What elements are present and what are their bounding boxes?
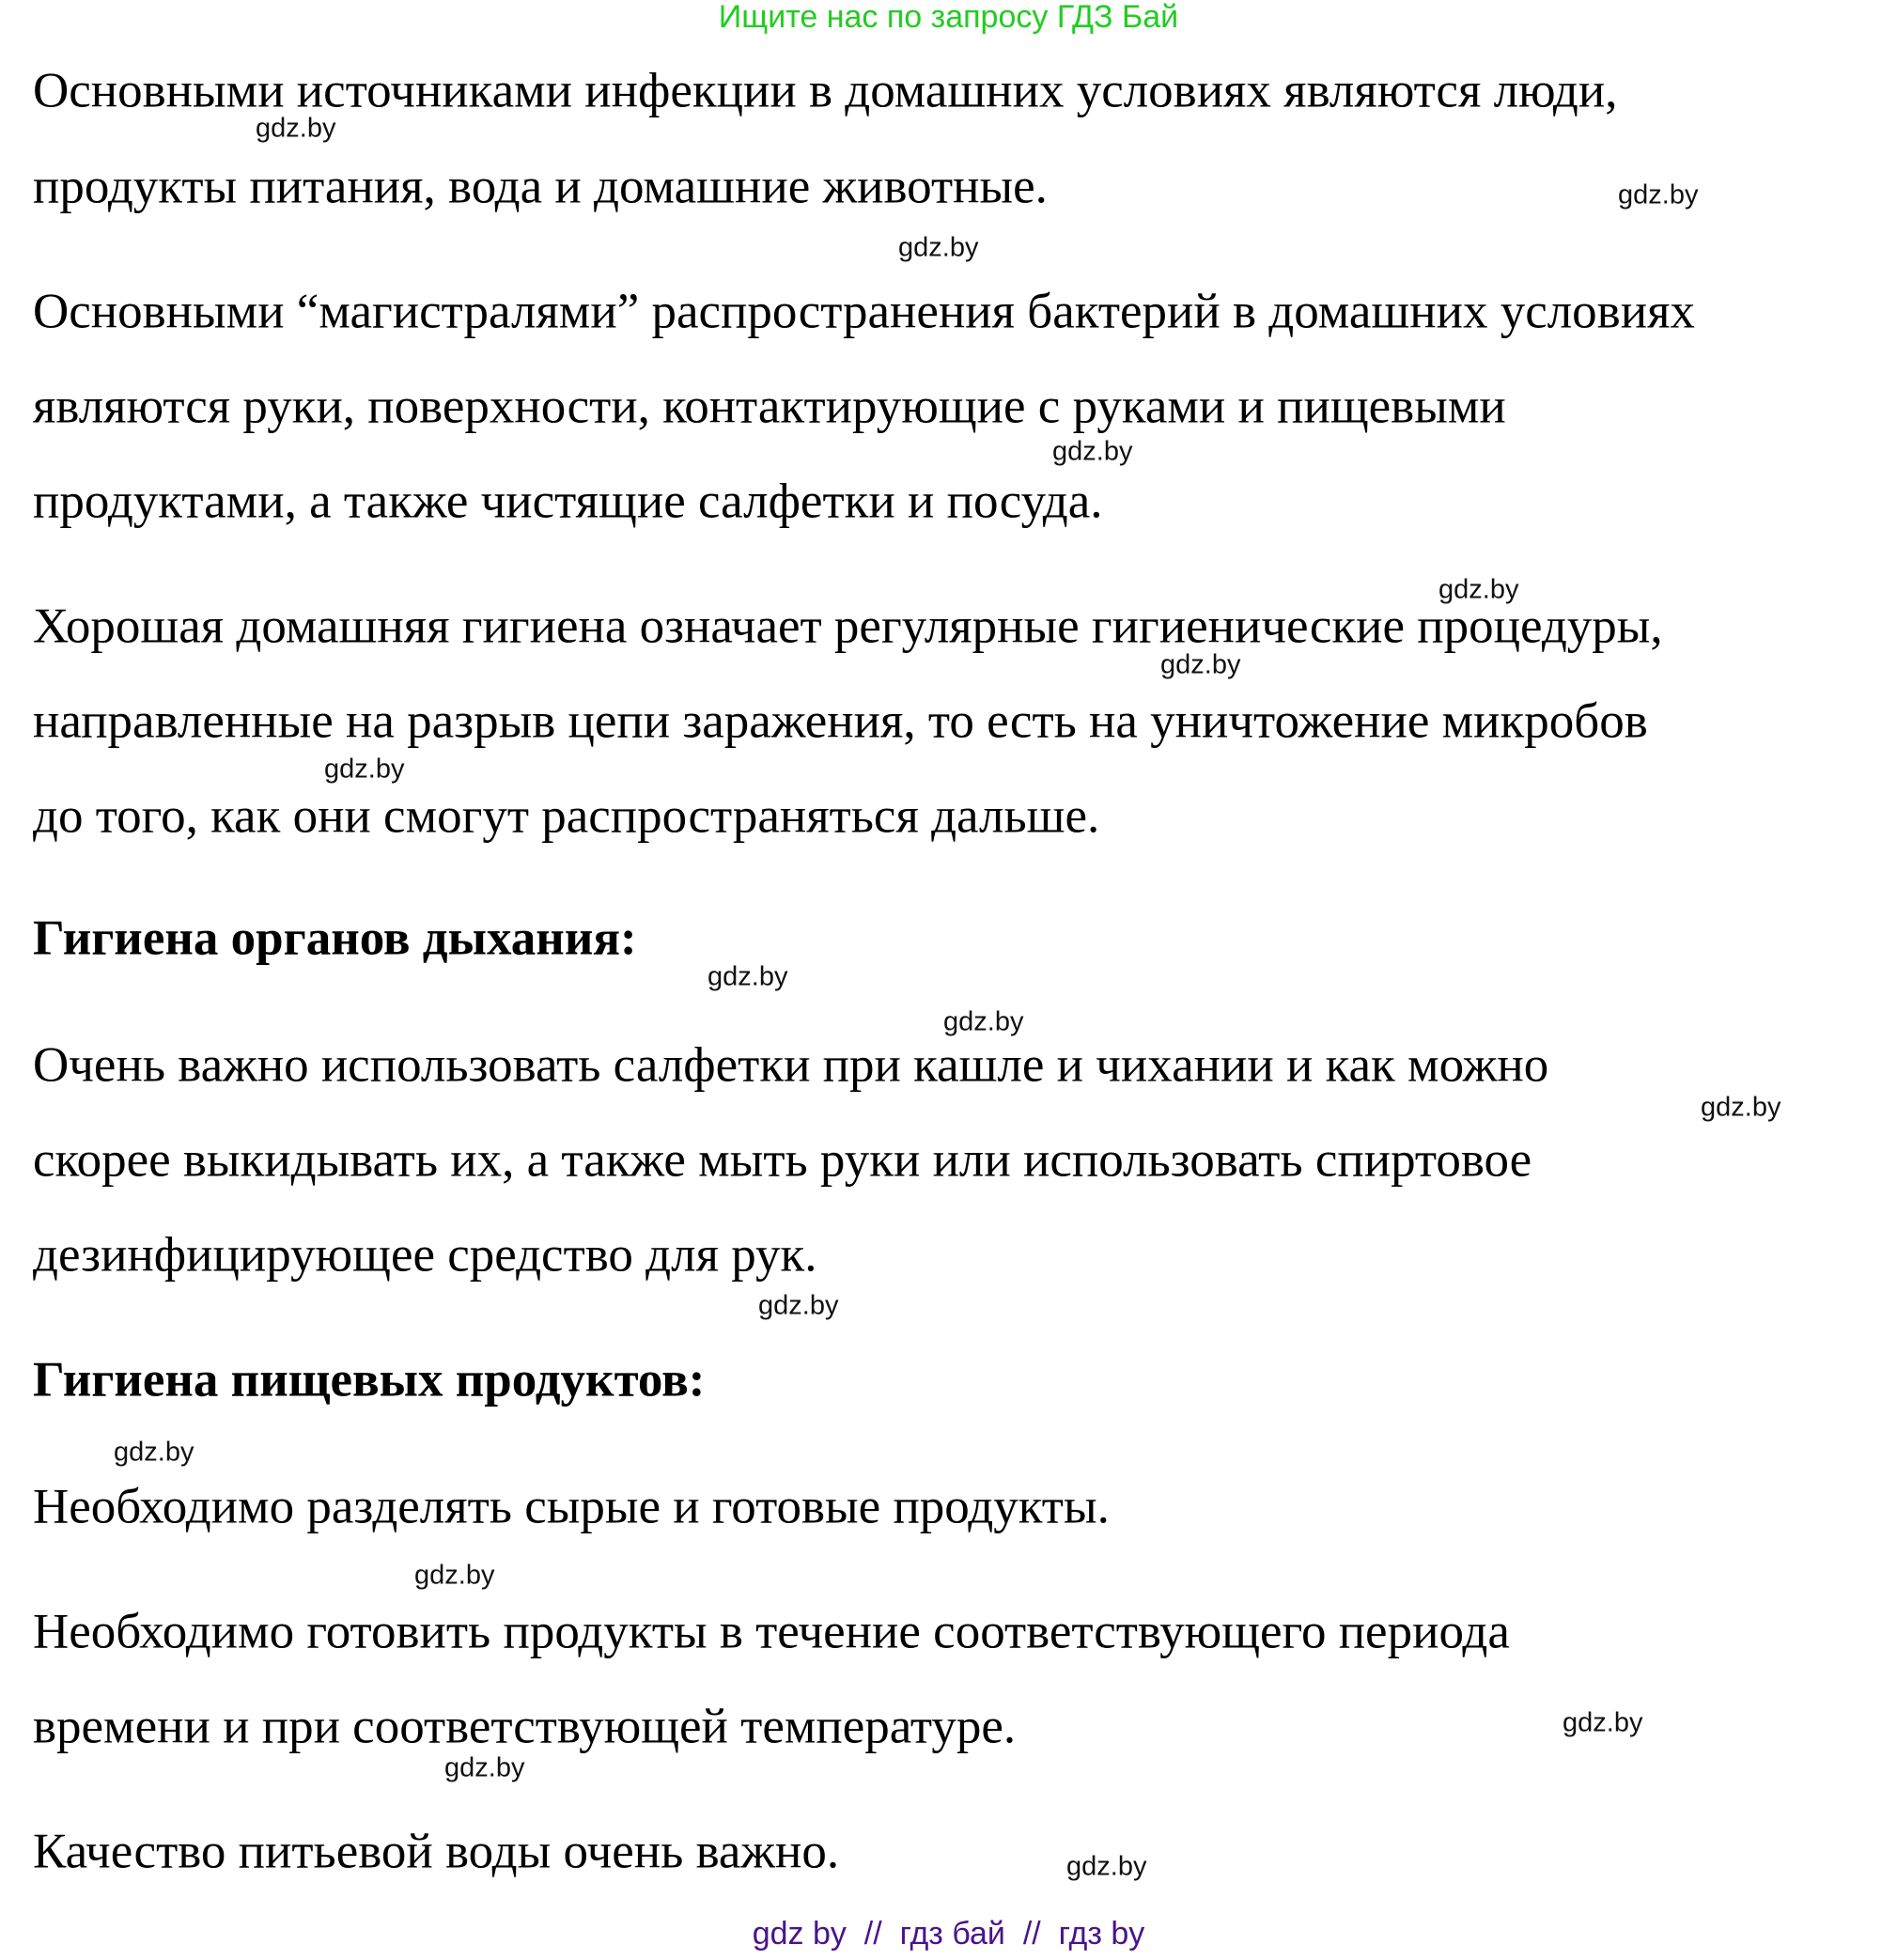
watermark: gdz.by: [444, 1752, 525, 1783]
paragraph-line: Качество питьевой воды очень важно.: [33, 1824, 840, 1879]
paragraph-line: скорее выкидывать их, а также мыть руки или использовать спиртовое: [33, 1132, 1532, 1188]
watermark: gdz.by: [1563, 1707, 1643, 1738]
watermark: gdz.by: [256, 113, 336, 144]
paragraph-line: Необходимо разделять сырые и готовые продукты.: [33, 1479, 1110, 1534]
watermark: gdz.by: [943, 1006, 1024, 1037]
paragraph-line: времени и при соответствующей температуре.: [33, 1699, 1017, 1754]
watermark: gdz.by: [324, 754, 405, 785]
paragraph-line: до того, как они смогут распространяться дальше.: [33, 788, 1100, 844]
paragraph-line: продукты питания, вода и домашние животные.: [33, 159, 1048, 214]
watermark: gdz.by: [1701, 1092, 1781, 1123]
watermark: gdz.by: [1618, 179, 1699, 210]
paragraph-line: Основными источниками инфекции в домашних условиях являются люди,: [33, 63, 1618, 118]
watermark: gdz.by: [1052, 436, 1133, 467]
search-hint-banner: Ищите нас по запросу ГДЗ Бай: [718, 0, 1179, 35]
paragraph-line: Хорошая домашняя гигиена означает регулярные гигиенические процедуры,: [33, 599, 1663, 654]
paragraph-line: дезинфицирующее средство для рук.: [33, 1227, 817, 1283]
paragraph-line: Основными “магистралями” распространения бактерий в домашних условиях: [33, 284, 1695, 339]
paragraph-line: Очень важно использовать салфетки при кашле и чихании и как можно: [33, 1037, 1549, 1093]
section-heading-food: Гигиена пищевых продуктов:: [33, 1352, 706, 1408]
paragraph-line: Необходимо готовить продукты в течение соответствующего периода: [33, 1604, 1510, 1659]
watermark: gdz.by: [1438, 574, 1519, 605]
watermark: gdz.by: [1160, 649, 1241, 680]
paragraph-line: продуктами, а также чистящие салфетки и посуда.: [33, 474, 1103, 529]
paragraph-line: являются руки, поверхности, контактирующие с руками и пищевыми: [33, 379, 1506, 434]
watermark: gdz.by: [707, 961, 788, 992]
section-heading-respiratory: Гигиена органов дыхания:: [33, 910, 637, 966]
watermark: gdz.by: [414, 1560, 495, 1591]
footer-links: gdz by // гдз бай // гдз by: [752, 1916, 1145, 1952]
paragraph-line: направленные на разрыв цепи заражения, то есть на уничтожение микробов: [33, 693, 1648, 749]
watermark: gdz.by: [898, 232, 979, 263]
watermark: gdz.by: [758, 1290, 839, 1321]
watermark: gdz.by: [1066, 1851, 1147, 1882]
watermark: gdz.by: [114, 1437, 194, 1468]
